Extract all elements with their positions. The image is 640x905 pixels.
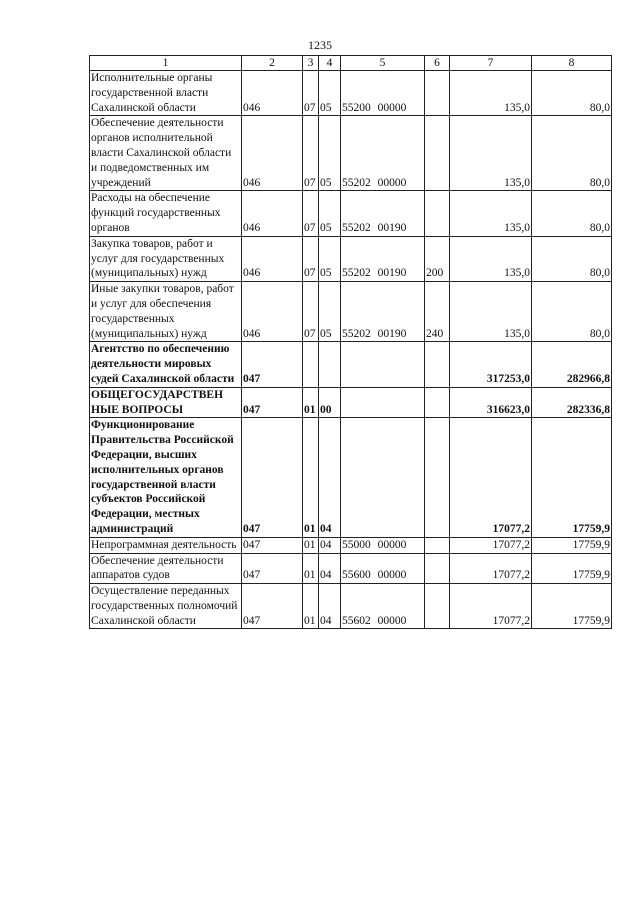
header-col-3: 3 [303, 56, 319, 71]
row-pr-cell: 04 [319, 418, 341, 537]
row-ved-cell: 046 [242, 282, 303, 342]
row-sum2-cell: 80,0 [532, 236, 612, 281]
row-sum1-cell: 135,0 [450, 71, 532, 116]
row-ved-cell: 047 [242, 418, 303, 537]
row-rz-cell: 07 [303, 282, 319, 342]
table-row [90, 191, 612, 236]
row-pr-cell [319, 342, 341, 387]
row-sum1-cell: 17077,2 [450, 553, 532, 584]
table-header-row [90, 56, 612, 71]
row-name-cell: Исполнительные органы государственной власти Сахалинской области [90, 71, 242, 116]
table-row [90, 282, 612, 342]
row-ved-cell: 046 [242, 71, 303, 116]
row-sum1-cell: 135,0 [450, 282, 532, 342]
row-name-cell: ОБЩЕГОСУДАРСТВЕН НЫЕ ВОПРОСЫ [90, 387, 242, 418]
row-sum1-cell: 135,0 [450, 116, 532, 191]
row-vr-cell [425, 191, 450, 236]
row-sum2-cell: 80,0 [532, 116, 612, 191]
row-name-cell: Функционирование Правительства Российской Федерации, высших исполнительных органов государственной власти субъектов Российской Федерации, местных администраций [90, 418, 242, 537]
row-rz-cell: 01 [303, 418, 319, 537]
row-pr-cell: 00 [319, 387, 341, 418]
row-rz-cell: 01 [303, 537, 319, 553]
row-name-cell: Закупка товаров, работ и услуг для государственных (муниципальных) нужд [90, 236, 242, 281]
row-rz-cell: 07 [303, 116, 319, 191]
table-row [90, 342, 612, 387]
row-ved-cell: 046 [242, 236, 303, 281]
row-sum2-cell: 17759,9 [532, 584, 612, 629]
row-pr-cell: 05 [319, 236, 341, 281]
row-csr-cell: 55602 00000 [341, 584, 425, 629]
row-pr-cell: 05 [319, 116, 341, 191]
row-pr-cell: 05 [319, 71, 341, 116]
row-ved-cell: 047 [242, 342, 303, 387]
row-vr-cell [425, 342, 450, 387]
table-row [90, 553, 612, 584]
row-csr-cell: 55202 00190 [341, 236, 425, 281]
row-vr-cell [425, 418, 450, 537]
row-sum2-cell: 17759,9 [532, 537, 612, 553]
row-rz-cell: 01 [303, 553, 319, 584]
row-sum1-cell: 17077,2 [450, 537, 532, 553]
header-col-6: 6 [425, 56, 450, 71]
row-rz-cell: 07 [303, 236, 319, 281]
header-col-5: 5 [341, 56, 425, 71]
row-vr-cell [425, 387, 450, 418]
header-col-7: 7 [450, 56, 532, 71]
row-name-cell: Непрограммная деятельность [90, 537, 242, 553]
row-ved-cell: 046 [242, 191, 303, 236]
row-sum2-cell: 282336,8 [532, 387, 612, 418]
row-rz-cell [303, 342, 319, 387]
row-sum2-cell: 80,0 [532, 71, 612, 116]
row-sum2-cell: 17759,9 [532, 553, 612, 584]
row-vr-cell: 200 [425, 236, 450, 281]
row-ved-cell: 047 [242, 387, 303, 418]
header-col-2: 2 [242, 56, 303, 71]
row-csr-cell: 55202 00190 [341, 191, 425, 236]
row-vr-cell [425, 584, 450, 629]
page-number: 1235 [308, 38, 332, 52]
row-vr-cell [425, 537, 450, 553]
row-vr-cell [425, 116, 450, 191]
row-name-cell: Осуществление переданных государственных полномочий Сахалинской области [90, 584, 242, 629]
row-sum1-cell: 135,0 [450, 236, 532, 281]
row-name-cell: Расходы на обеспечение функций государственных органов [90, 191, 242, 236]
row-csr-cell: 55000 00000 [341, 537, 425, 553]
row-vr-cell [425, 553, 450, 584]
row-rz-cell: 07 [303, 191, 319, 236]
row-rz-cell: 01 [303, 584, 319, 629]
row-vr-cell: 240 [425, 282, 450, 342]
row-vr-cell [425, 71, 450, 116]
table-row [90, 418, 612, 537]
row-sum2-cell: 80,0 [532, 191, 612, 236]
row-ved-cell: 047 [242, 537, 303, 553]
row-csr-cell: 55202 00190 [341, 282, 425, 342]
row-pr-cell: 04 [319, 537, 341, 553]
row-csr-cell [341, 342, 425, 387]
row-name-cell: Агентство по обеспечению деятельности мировых судей Сахалинской области [90, 342, 242, 387]
row-ved-cell: 047 [242, 584, 303, 629]
row-pr-cell: 04 [319, 584, 341, 629]
row-csr-cell: 55202 00000 [341, 116, 425, 191]
budget-table [89, 55, 612, 629]
row-sum1-cell: 17077,2 [450, 418, 532, 537]
row-name-cell: Иные закупки товаров, работ и услуг для обеспечения государственных (муниципальных) нужд [90, 282, 242, 342]
row-pr-cell: 05 [319, 282, 341, 342]
row-name-cell: Обеспечение деятельности аппаратов судов [90, 553, 242, 584]
row-csr-cell: 55200 00000 [341, 71, 425, 116]
table-row [90, 387, 612, 418]
row-rz-cell: 01 [303, 387, 319, 418]
header-col-1: 1 [90, 56, 242, 71]
row-sum2-cell: 282966,8 [532, 342, 612, 387]
row-rz-cell: 07 [303, 71, 319, 116]
row-sum1-cell: 17077,2 [450, 584, 532, 629]
row-csr-cell: 55600 00000 [341, 553, 425, 584]
row-ved-cell: 047 [242, 553, 303, 584]
row-name-cell: Обеспечение деятельности органов исполнительной власти Сахалинской области и подведомственных им учреждений [90, 116, 242, 191]
row-ved-cell: 046 [242, 116, 303, 191]
header-col-8: 8 [532, 56, 612, 71]
row-sum2-cell: 17759,9 [532, 418, 612, 537]
table-row [90, 537, 612, 553]
row-pr-cell: 04 [319, 553, 341, 584]
row-pr-cell: 05 [319, 191, 341, 236]
row-csr-cell [341, 387, 425, 418]
table-row [90, 236, 612, 281]
table-row [90, 71, 612, 116]
header-col-4: 4 [319, 56, 341, 71]
row-sum1-cell: 317253,0 [450, 342, 532, 387]
row-sum1-cell: 316623,0 [450, 387, 532, 418]
row-csr-cell [341, 418, 425, 537]
table-row [90, 584, 612, 629]
table-row [90, 116, 612, 191]
row-sum2-cell: 80,0 [532, 282, 612, 342]
row-sum1-cell: 135,0 [450, 191, 532, 236]
